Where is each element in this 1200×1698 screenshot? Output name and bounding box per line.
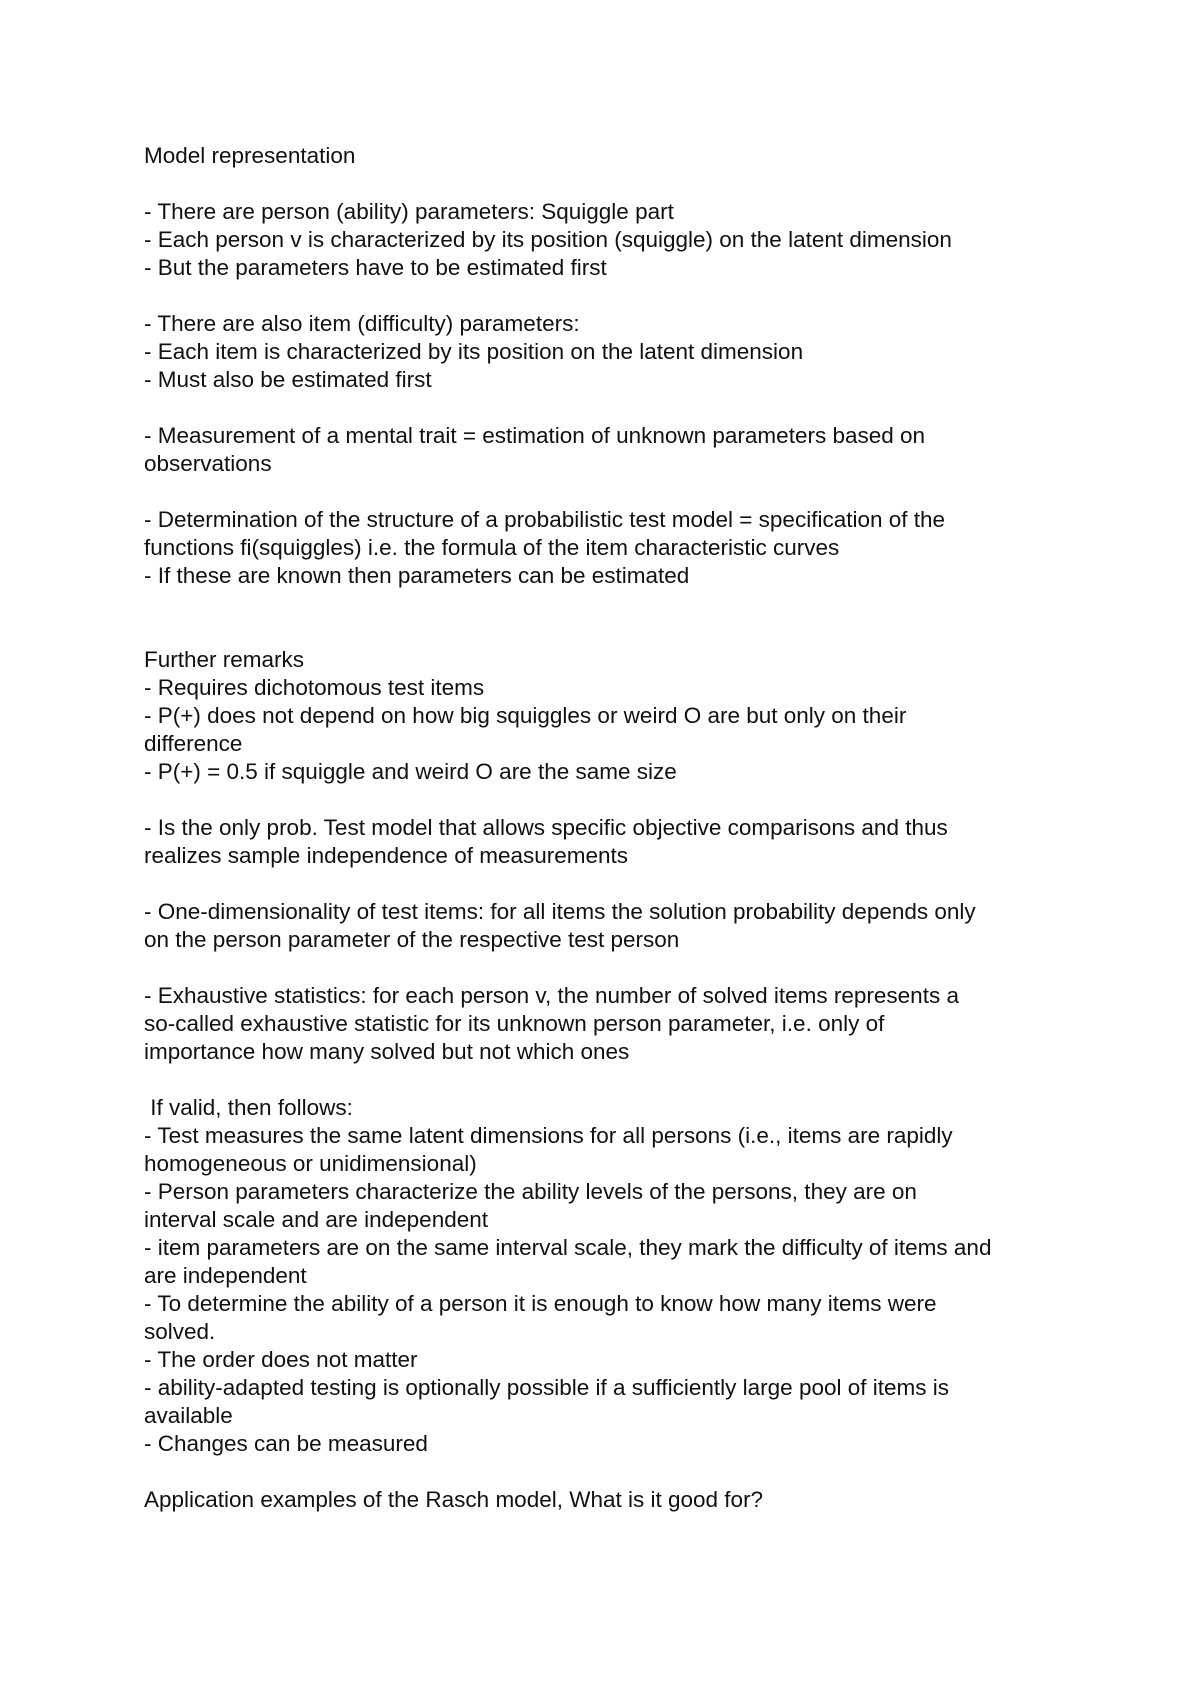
- text-line: [144, 394, 1084, 422]
- text-line: - Changes can be measured: [144, 1431, 428, 1456]
- text-line: solved.: [144, 1319, 216, 1344]
- text-line: realizes sample independence of measurements: [144, 843, 629, 868]
- text-line: - There are also item (difficulty) parameters:: [144, 311, 580, 336]
- text-line: - Person parameters characterize the ability levels of the persons, they are on: [144, 1179, 917, 1204]
- text-line: [144, 1458, 1084, 1486]
- text-line: - Measurement of a mental trait = estimation of unknown parameters based on: [144, 423, 926, 448]
- text-line: [144, 590, 1084, 618]
- text-line: - To determine the ability of a person it is enough to know how many items were: [144, 1291, 937, 1316]
- text-line: [144, 1066, 1084, 1094]
- text-line: [144, 478, 1084, 506]
- text-line: - P(+) = 0.5 if squiggle and weird O are the same size: [144, 759, 677, 784]
- text-line: - Must also be estimated first: [144, 367, 432, 392]
- text-line: - item parameters are on the same interval scale, they mark the difficulty of items and: [144, 1235, 992, 1260]
- text-line: [144, 786, 1084, 814]
- text-line: interval scale and are independent: [144, 1207, 488, 1232]
- text-line: available: [144, 1403, 233, 1428]
- text-line: - Exhaustive statistics: for each person v, the number of solved items represents a: [144, 983, 959, 1008]
- text-line: [144, 170, 1084, 198]
- text-line: on the person parameter of the respective test person: [144, 927, 680, 952]
- text-line: - Determination of the structure of a probabilistic test model = specification of the: [144, 507, 946, 532]
- text-line: - Requires dichotomous test items: [144, 675, 485, 700]
- text-line: [144, 282, 1084, 310]
- text-line: - Each person v is characterized by its position (squiggle) on the latent dimension: [144, 227, 952, 252]
- text-line: difference: [144, 731, 243, 756]
- text-line: - Is the only prob. Test model that allows specific objective comparisons and thus: [144, 815, 948, 840]
- text-line: Application examples of the Rasch model, What is it good for?: [144, 1487, 764, 1512]
- text-line: [144, 618, 1084, 646]
- text-line: observations: [144, 451, 272, 476]
- text-line: Model representation: [144, 143, 356, 168]
- text-line: If valid, then follows:: [144, 1095, 353, 1120]
- text-line: importance how many solved but not which ones: [144, 1039, 630, 1064]
- text-line: functions fi(squiggles) i.e. the formula of the item characteristic curves: [144, 535, 840, 560]
- text-line: so-called exhaustive statistic for its unknown person parameter, i.e. only of: [144, 1011, 885, 1036]
- text-line: [144, 870, 1084, 898]
- text-line: - But the parameters have to be estimated first: [144, 255, 607, 280]
- text-line: [144, 954, 1084, 982]
- text-line: homogeneous or unidimensional): [144, 1151, 477, 1176]
- text-line: - One-dimensionality of test items: for all items the solution probability depends only: [144, 899, 976, 924]
- text-line: - Each item is characterized by its position on the latent dimension: [144, 339, 804, 364]
- text-line: - If these are known then parameters can be estimated: [144, 563, 690, 588]
- text-line: - There are person (ability) parameters: Squiggle part: [144, 199, 674, 224]
- text-line: - ability-adapted testing is optionally possible if a sufficiently large pool of items is: [144, 1375, 950, 1400]
- text-line: - P(+) does not depend on how big squiggles or weird O are but only on their: [144, 703, 907, 728]
- text-line: - Test measures the same latent dimensions for all persons (i.e., items are rapidly: [144, 1123, 953, 1148]
- text-line: are independent: [144, 1263, 307, 1288]
- document-body: [144, 142, 1084, 1514]
- text-line: - The order does not matter: [144, 1347, 418, 1372]
- text-line: Further remarks: [144, 647, 305, 672]
